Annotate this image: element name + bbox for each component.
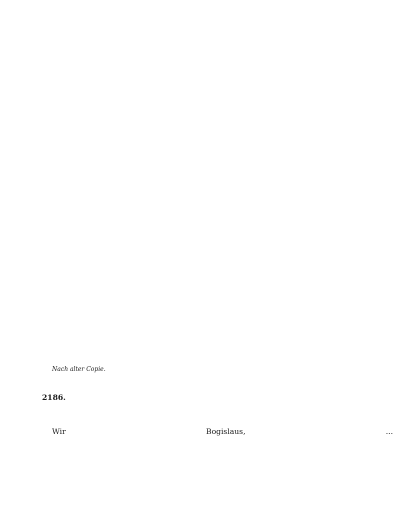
regest-line: [42, 392, 393, 404]
body-line: [42, 136, 393, 147]
body-line: [42, 226, 393, 237]
body-line: [42, 34, 393, 45]
body-line: [42, 238, 393, 249]
body-line: [42, 147, 393, 158]
body-line: [42, 204, 393, 215]
body-line: [42, 68, 393, 79]
body-line: [42, 113, 393, 124]
body-line: [42, 181, 393, 192]
body-line: [42, 79, 393, 90]
body-line: [42, 91, 393, 102]
page-number: [42, 10, 393, 22]
body-line: [42, 46, 393, 57]
regest-line: [42, 404, 393, 416]
body-line: [42, 57, 393, 68]
body-line: [42, 102, 393, 113]
body-line: [42, 305, 393, 316]
source-note: Nach alter Copie.: [52, 365, 106, 373]
body-line: [42, 328, 393, 339]
body-line: [42, 170, 393, 181]
charter-paragraph: [42, 426, 393, 483]
body-line-last: [42, 351, 393, 362]
charter-line: [42, 437, 393, 448]
regest-heading: [42, 392, 393, 416]
regest-number: 2186.: [42, 392, 66, 402]
charter-line: Wir Bogislaus, ...: [52, 426, 393, 436]
charter-line: [42, 449, 393, 460]
body-line: [42, 125, 393, 136]
charter-line: [42, 471, 393, 482]
body-line: [42, 192, 393, 203]
charter-line: [42, 460, 393, 471]
body-line: [42, 23, 393, 34]
body-line: [42, 283, 393, 294]
body-line: [42, 317, 393, 328]
body-line: [42, 272, 393, 283]
body-line: [42, 159, 393, 170]
body-line: [42, 260, 393, 271]
body-line: [42, 249, 393, 260]
body-line: [42, 339, 393, 350]
body-line: [42, 215, 393, 226]
body-paragraph: [42, 23, 393, 362]
body-line: [42, 294, 393, 305]
